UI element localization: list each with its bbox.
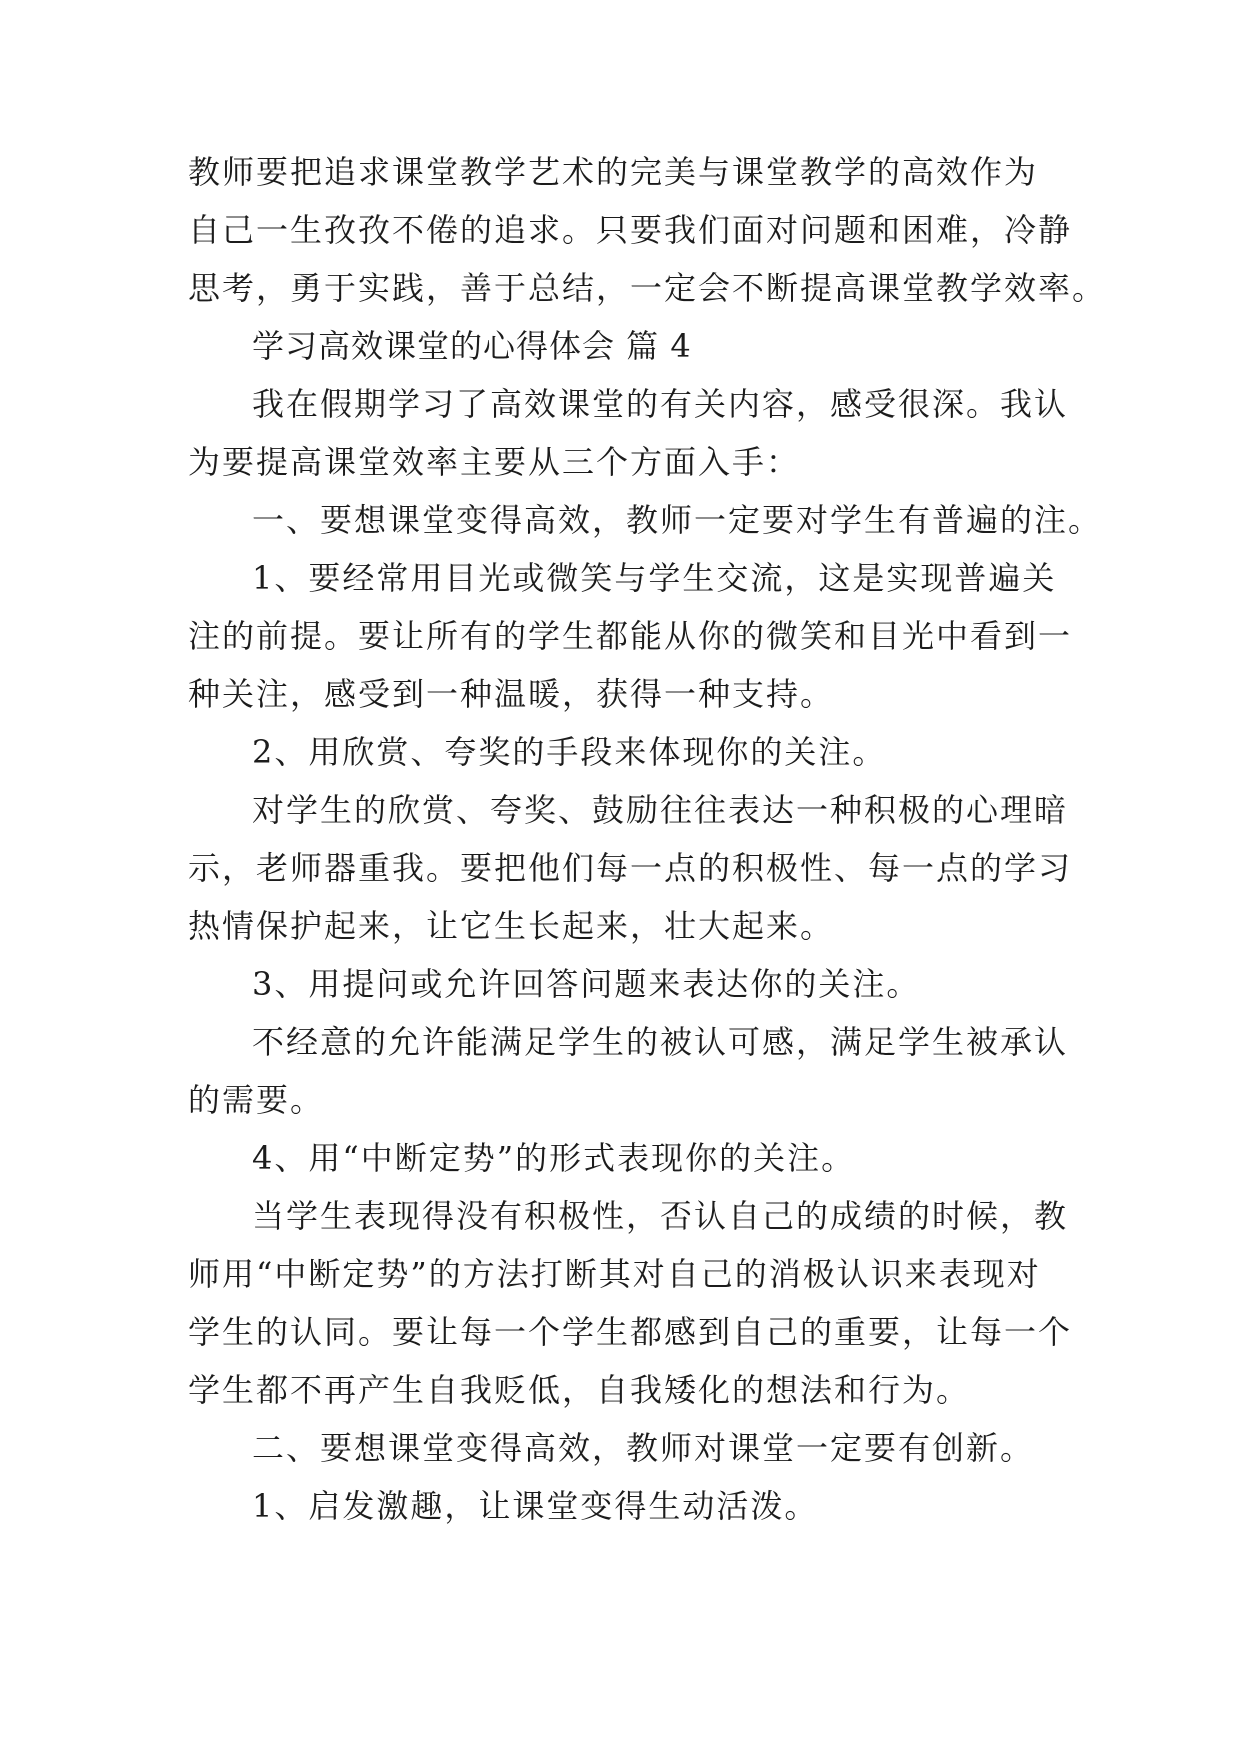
body-line: 教师要把追求课堂教学艺术的完美与课堂教学的高效作为 (188, 153, 1039, 191)
body-line: 3、用提问或允许回答问题来表达你的关注。 (252, 965, 921, 1003)
body-line: 示，老师器重我。要把他们每一点的积极性、每一点的学习 (188, 849, 1073, 887)
body-line: 思考，勇于实践，善于总结，一定会不断提高课堂教学效率。 (188, 269, 1107, 307)
body-line: 不经意的允许能满足学生的被认可感，满足学生被承认 (252, 1023, 1069, 1061)
section-title: 学习高效课堂的心得体会 篇 4 (252, 327, 692, 365)
body-line: 对学生的欣赏、夸奖、鼓励往往表达一种积极的心理暗 (252, 791, 1069, 829)
body-line: 当学生表现得没有积极性，否认自己的成绩的时候，教 (252, 1197, 1069, 1235)
body-line: 一、要想课堂变得高效，教师一定要对学生有普遍的注。 (252, 501, 1103, 539)
body-line: 学生都不再产生自我贬低，自我矮化的想法和行为。 (188, 1371, 971, 1409)
body-line: 注的前提。要让所有的学生都能从你的微笑和目光中看到一 (188, 617, 1073, 655)
body-line: 热情保护起来，让它生长起来，壮大起来。 (188, 907, 835, 945)
body-line: 4、用“中断定势”的形式表现你的关注。 (252, 1139, 856, 1177)
body-line: 1、要经常用目光或微笑与学生交流，这是实现普遍关 (252, 559, 1057, 597)
body-line: 二、要想课堂变得高效，教师对课堂一定要有创新。 (252, 1429, 1035, 1467)
body-line: 为要提高课堂效率主要从三个方面入手： (188, 443, 801, 481)
body-line: 2、用欣赏、夸奖的手段来体现你的关注。 (252, 733, 887, 771)
body-line: 师用“中断定势”的方法打断其对自己的消极认识来表现对 (188, 1255, 1041, 1293)
body-line: 自己一生孜孜不倦的追求。只要我们面对问题和困难，冷静 (188, 211, 1073, 249)
body-line: 种关注，感受到一种温暖，获得一种支持。 (188, 675, 835, 713)
body-line: 我在假期学习了高效课堂的有关内容，感受很深。我认 (252, 385, 1069, 423)
body-line: 的需要。 (188, 1081, 325, 1119)
body-line: 学生的认同。要让每一个学生都感到自己的重要，让每一个 (188, 1313, 1073, 1351)
body-line: 1、启发激趣，让课堂变得生动活泼。 (252, 1487, 819, 1525)
